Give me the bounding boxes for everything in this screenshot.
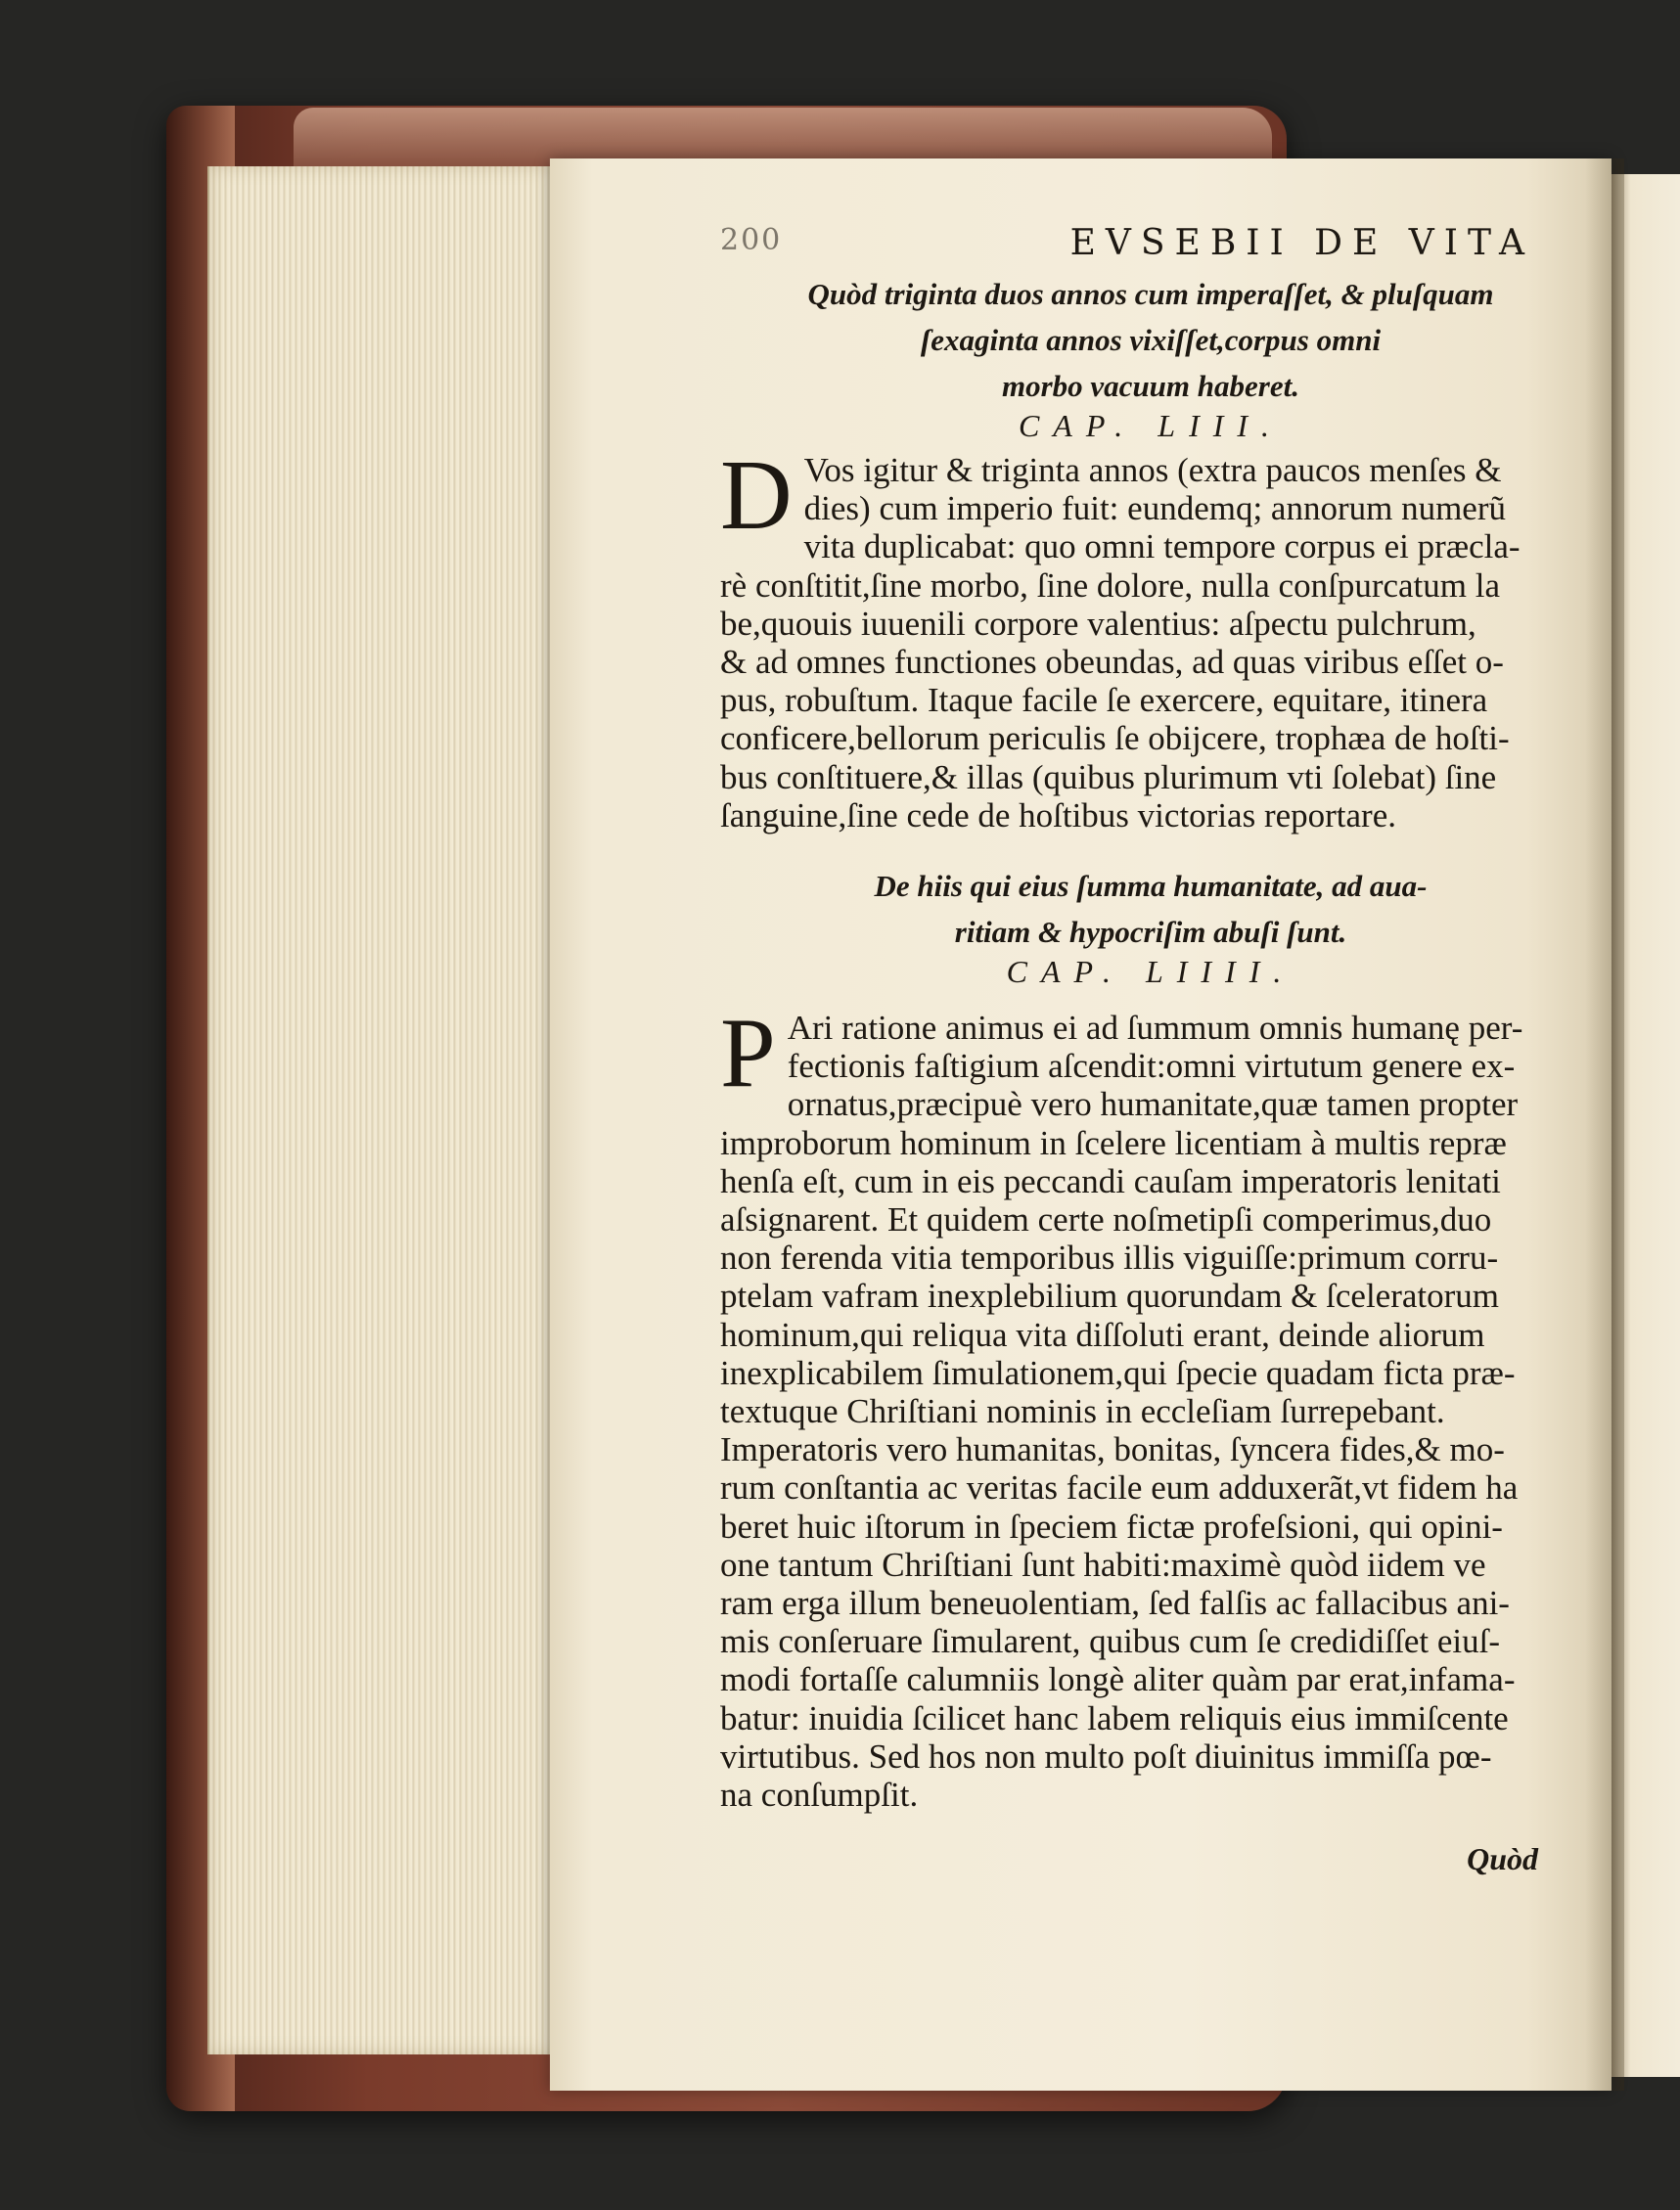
chapter-title-line: ritiam & hypocriſim abuſi ſunt. bbox=[954, 915, 1347, 950]
running-head bbox=[720, 223, 1552, 266]
text-line: inexplicabilem ſimulationem,qui ſpecie quadam ficta præ- bbox=[720, 1353, 1516, 1392]
text-line: rum conſtantia ac veritas facile eum adduxerãt,vt fidem ha bbox=[720, 1468, 1519, 1508]
chapter-title-line: Quòd triginta duos annos cum imperaſſet, & pluſquam bbox=[807, 277, 1494, 311]
text-line: aſsignarent. Et quidem certe noſmetipſi comperimus,duo bbox=[720, 1200, 1492, 1240]
text-line: ſanguine,ſine cede de hoſtibus victorias reportare. bbox=[720, 795, 1396, 834]
text-line: one tantum Chriſtiani ſunt habiti:maximè quòd iidem ve bbox=[720, 1545, 1486, 1584]
text-line: beret huic iſtorum in ſpeciem fictæ profeſsioni, qui opini- bbox=[720, 1507, 1503, 1546]
text-line: na conſumpſit. bbox=[720, 1776, 919, 1815]
worn-cover-top bbox=[294, 108, 1272, 166]
text-line: ram erga illum beneuolentiam, ſed falſis ac fallacibus ani- bbox=[720, 1584, 1510, 1623]
chapter-title-line: De hiis qui eius ſumma humanitate, ad aua- bbox=[874, 869, 1428, 904]
text-line: mis conſeruare ſimularent, quibus cum ſe credidiſſet eiuſ- bbox=[720, 1622, 1500, 1661]
text-line: dies) cum imperio fuit: eundemq; annorum numerũ bbox=[803, 489, 1507, 528]
chapter-number: CAP. LIIII. bbox=[1006, 954, 1295, 990]
text-line: hominum,qui reliqua vita diſſoluti erant, deinde aliorum bbox=[720, 1315, 1485, 1354]
text-line: modi fortaſſe calumniis longè aliter quàm par erat,infama- bbox=[720, 1660, 1516, 1699]
text-line: non ferenda vitia temporibus illis viguiſſe:primum corru- bbox=[720, 1239, 1499, 1278]
text-line: Imperatoris vero humanitas, bonitas, ſyncera fides,& mo- bbox=[720, 1430, 1505, 1469]
running-head-title: EVSEBII DE VITA bbox=[1069, 223, 1534, 263]
text-line: pus, robuſtum. Itaque facile ſe exercere, equitare, itinera bbox=[720, 681, 1488, 720]
drop-cap: D bbox=[720, 440, 793, 551]
text-line: ornatus,præcipuè vero humanitate,quæ tamen propter bbox=[787, 1085, 1519, 1124]
text-line: batur: inuidia ſcilicet hanc labem reliquis eius immiſcente bbox=[720, 1698, 1509, 1737]
text-line: rè conſtitit,ſine morbo, ſine dolore, nulla conſpurcatum la bbox=[720, 565, 1501, 605]
catchword: Quòd bbox=[1467, 1841, 1538, 1877]
text-line: bus conſtituere,& illas (quibus plurimum vti ſolebat) ſine bbox=[720, 757, 1497, 796]
chapter-heading bbox=[720, 276, 1552, 445]
text-line: fectionis faſtigium aſcendit:omni virtutum genere ex- bbox=[787, 1047, 1516, 1086]
drop-cap: P bbox=[720, 998, 776, 1109]
text-line: & ad omnes functiones obeundas, ad quas viribus eſſet o- bbox=[720, 643, 1504, 682]
chapter-title-line: morbo vacuum haberet. bbox=[1002, 369, 1299, 403]
text-line: Vos igitur & triginta annos (extra paucos menſes & bbox=[803, 451, 1502, 489]
page-text bbox=[720, 223, 1552, 1877]
text-line: virtutibus. Sed hos non multo poſt diuinitus immiſſa pœ- bbox=[720, 1736, 1492, 1776]
text-line: conficere,bellorum periculis ſe obijcere, trophæa de hoſti- bbox=[720, 719, 1510, 758]
text-line: vita duplicabat: quo omni tempore corpus ei præcla- bbox=[803, 527, 1521, 566]
text-line: ptelam vafram inexplebilium quorundam & ſceleratorum bbox=[720, 1277, 1499, 1316]
page-number: 200 bbox=[720, 223, 783, 257]
gutter-shadow bbox=[1585, 158, 1624, 2091]
text-line: improborum hominum in ſcelere licentiam à multis repræ bbox=[720, 1123, 1507, 1162]
chapter-body bbox=[720, 440, 1552, 834]
page-fore-edge-stack bbox=[207, 166, 557, 2054]
text-line: henſa eſt, cum in eis peccandi cauſam imperatoris lenitati bbox=[720, 1161, 1501, 1200]
text-line: Ari ratione animus ei ad ſummum omnis humanę per- bbox=[787, 1009, 1523, 1048]
chapter-heading bbox=[720, 868, 1552, 991]
text-line: textuque Chriſtiani nominis in eccleſiam ſurrepebant. bbox=[720, 1392, 1445, 1431]
chapter-body bbox=[720, 998, 1552, 1815]
chapter-title-line: ſexaginta annos vixiſſet,corpus omni bbox=[920, 323, 1382, 357]
chapter-number: CAP. LIII. bbox=[1018, 408, 1284, 443]
text-line: be,quouis iuuenili corpore valentius: aſpectu pulchrum, bbox=[720, 604, 1476, 643]
